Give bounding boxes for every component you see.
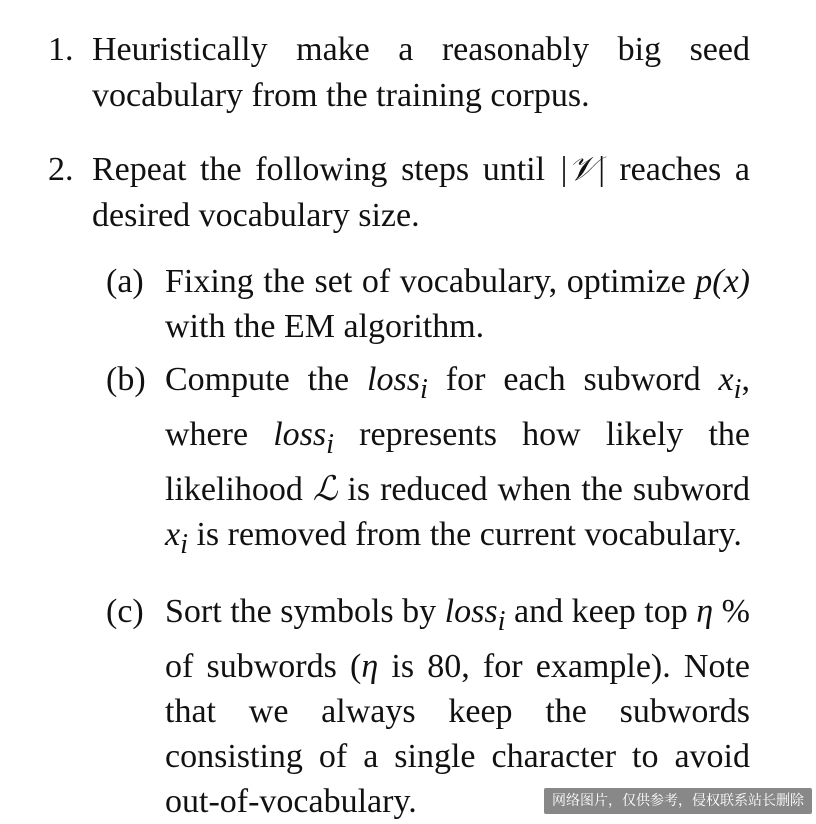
substep-b-text-1: Compute the (165, 361, 368, 398)
loss-subscript: i (419, 373, 428, 405)
substep-a-text-1: Fixing the set of vocabulary, optimize (165, 263, 696, 300)
step-2-text-end: reaches a desired vocabulary size. (92, 151, 750, 234)
loss-subscript-2: i (326, 428, 335, 460)
step-2-number: 2. (48, 151, 74, 188)
step-1-text: Heuristically make a reasonably big seed vocabulary from the training corpus. (92, 31, 750, 114)
substep-b-text-5: is reduced when the subword (337, 470, 750, 508)
step-2 (48, 147, 750, 239)
substep-a-text (165, 259, 750, 349)
loss-math-3: loss (444, 593, 498, 630)
substep-b-text (165, 357, 750, 566)
step-2-text (92, 147, 750, 239)
subword-subscript-2: i (180, 528, 188, 560)
eta-math: η (696, 593, 714, 630)
likelihood-math: ℒ (312, 470, 338, 508)
vocab-set-math: |𝒱| (558, 151, 606, 188)
substep-b-text-2: for each subword (427, 361, 719, 398)
step-1 (48, 27, 750, 119)
substep-b (106, 357, 750, 566)
eta-math-2: η (361, 647, 379, 685)
px-math: p(x) (695, 263, 750, 300)
subword-subscript: i (733, 373, 742, 405)
substep-b-text-3: , where (165, 361, 751, 453)
substep-a (106, 259, 750, 349)
subword-math-2: x (165, 515, 181, 553)
loss-math: loss (367, 361, 420, 398)
substep-a-text-2: with the EM algorithm. (165, 308, 485, 345)
substep-c-text-1: Sort the symbols by (165, 593, 445, 630)
substep-c-text-3: % of subwords ( (165, 593, 751, 685)
substep-a-label: (a) (106, 263, 144, 300)
loss-math-2: loss (273, 415, 327, 453)
substep-c-label: (c) (106, 593, 144, 630)
substep-b-label: (b) (106, 361, 146, 398)
watermark: 网络图片，仅供参考，侵权联系站长删除 (544, 788, 812, 814)
substep-b-text-6: is removed from the current vocabulary. (187, 515, 742, 553)
substep-c-text-2: and keep top (505, 593, 697, 630)
step-2-text-start: Repeat the following steps until (92, 151, 559, 188)
step-1-number: 1. (48, 31, 74, 68)
loss-subscript-3: i (497, 605, 506, 637)
substep-b-text-4: represents how likely the likelihood (165, 415, 750, 508)
subword-math: x (718, 361, 734, 398)
substep-c-text-4: is 80, for example). Note that we always keep the subwords consisting of a single character to avoid out-of-vocabulary. (165, 647, 751, 820)
